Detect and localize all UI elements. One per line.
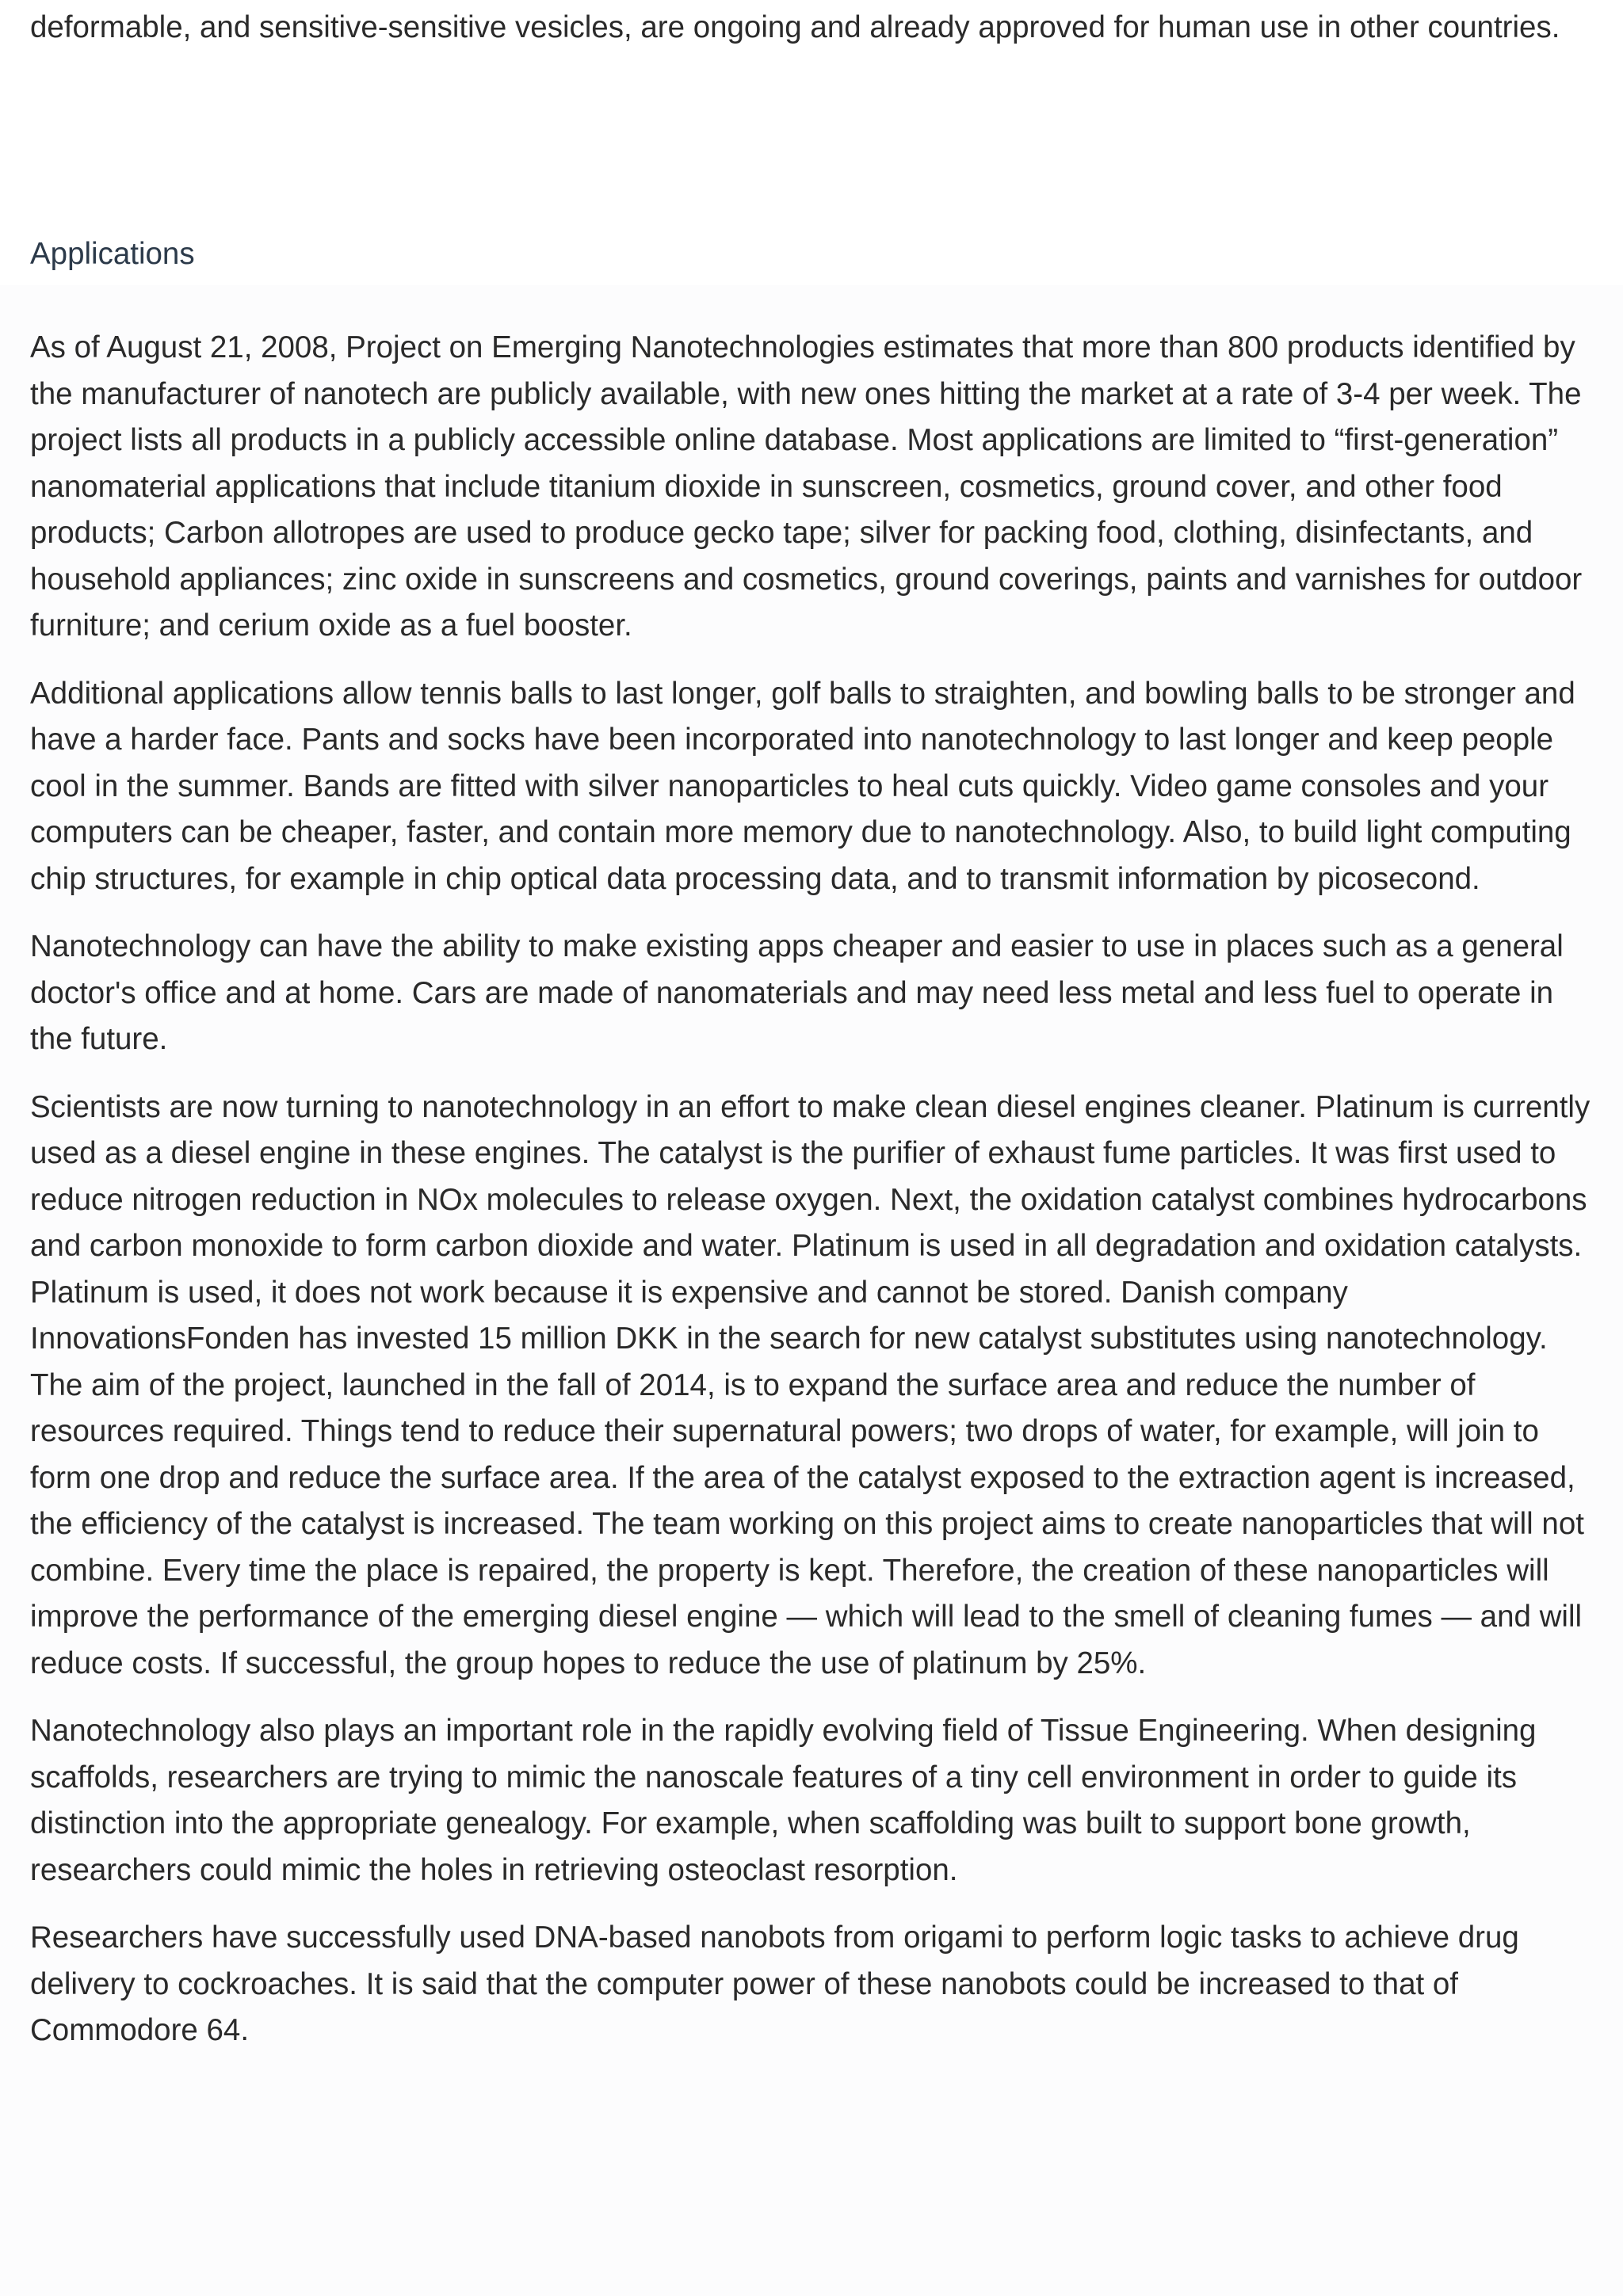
paragraph-products: As of August 21, 2008, Project on Emerging Nanotechnologies estimates that more than 800 products identified by the manufacturer of nanotech are publicly available, with new ones hitting the market at a rate of 3-4 per week. The project lists all products in a publicly accessible online database. Most applications are limited to “first-generation” nanomaterial applications that include titanium dioxide in sunscreen, cosmetics, ground cover, and other food products; Carbon allotropes are used to produce gecko tape; silver for packing food, clothing, disinfectants, and household appliances; zinc oxide in sunscreens and cosmetics, ground coverings, paints and varnishes for outdoor furniture; and cerium oxide as a fuel booster.: [30, 330, 1583, 643]
intro-section: [0, 0, 1623, 285]
paragraph-cheaper-apps: Nanotechnology can have the ability to make existing apps cheaper and easier to use in places such as a general doctor's office and at home. Cars are made of nanomaterials and may need less metal and less fuel to operate in the future.: [30, 929, 1564, 1056]
section-heading: Applications: [30, 237, 195, 271]
paragraph-diesel-catalysts: Scientists are now turning to nanotechnology in an effort to make clean diesel engines cleaner. Platinum is currently used as a diesel engine in these engines. The catalyst is the purifier of exhaust fume particles. It was first used to reduce nitrogen reduction in NOx molecules to release oxygen. Next, the oxidation catalyst combines hydrocarbons and carbon monoxide to form carbon dioxide and water. Platinum is used in all degradation and oxidation catalysts. Platinum is used, it does not work because it is expensive and cannot be stored. Danish company InnovationsFonden has invested 15 million DKK in the search for new catalyst substitutes using nanotechnology. The aim of the project, launched in the fall of 2014, is to expand the surface area and reduce the number of resources required. Things tend to reduce their supernatural powers; two drops of water, for example, will join to form one drop and reduce the surface area. If the area of the catalyst exposed to the extraction agent is increased, the efficiency of the catalyst is increased. The team working on this project aims to create nanoparticles that will not combine. Every time the place is repaired, the property is kept. Therefore, the creation of these nanoparticles will improve the performance of the emerging diesel engine — which will lead to the smell of cleaning fumes — and will reduce costs. If successful, the group hopes to reduce the use of platinum by 25%.: [30, 1089, 1591, 1680]
paragraph-dna-nanobots: Researchers have successfully used DNA-based nanobots from origami to perform logic tasks to achieve drug delivery to cockroaches. It is said that the computer power of these nanobots could be increased to that of Commodore 64.: [30, 1920, 1519, 2047]
paragraph-consumer-uses: Additional applications allow tennis balls to last longer, golf balls to straighten, and bowling balls to be stronger and have a harder face. Pants and socks have been incorporated into nanotechnology to last longer and keep people cool in the summer. Bands are fitted with silver nanoparticles to heal cuts quickly. Video game consoles and your computers can be cheaper, faster, and contain more memory due to nanotechnology. Also, to build light computing chip structures, for example in chip optical data processing data, and to transmit information by picosecond.: [30, 676, 1575, 896]
applications-section: [0, 285, 1623, 2296]
intro-paragraph-tail: deformable, and sensitive-sensitive vesicles, are ongoing and already approved for human use in other countries.: [30, 10, 1560, 44]
paragraph-tissue-engineering: Nanotechnology also plays an important role in the rapidly evolving field of Tissue Engineering. When designing scaffolds, researchers are trying to mimic the nanoscale features of a tiny cell environment in order to guide its distinction into the appropriate genealogy. For example, when scaffolding was built to support bone growth, researchers could mimic the holes in retrieving osteoclast resorption.: [30, 1714, 1537, 1887]
